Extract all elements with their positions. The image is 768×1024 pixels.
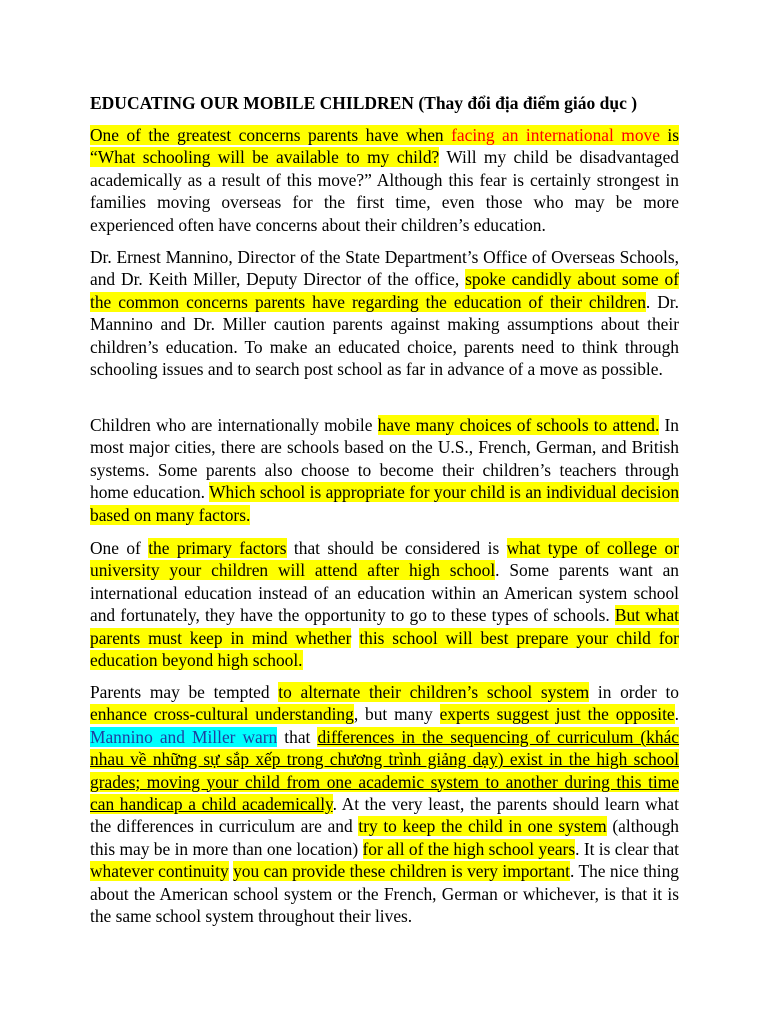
text-run: (although this may be in more than one location) (90, 816, 680, 859)
highlighted-text: whatever continuity (90, 861, 229, 882)
text-run: . (674, 704, 679, 725)
highlighted-text: the primary factors (148, 538, 287, 558)
highlighted-text: is “What schooling will be available to my child? (90, 125, 680, 168)
paragraph-4 (90, 537, 679, 671)
highlighted-text: spoke candidly about some of the common concerns parents have regarding the education of their children (90, 269, 679, 312)
text-run: that (277, 726, 318, 747)
text-run: Parents may be tempted (90, 682, 279, 702)
highlighted-text: this school will best prepare your child for education beyond high school. (90, 627, 679, 671)
highlighted-text: what type of college or university your children will attend after high school (90, 538, 680, 581)
text-run: . Some parents want an international education instead of an education within an American system school and fortunately, they have the opportunity to go to these types of schools. (90, 560, 679, 626)
highlighted-text: facing an international move (451, 125, 660, 145)
text-run: Dr. Ernest Mannino, Director of the State Department’s Office of Overseas Schools, and Dr. Keith Miller, Deputy Director of the office, (90, 247, 679, 290)
paragraph-3 (90, 414, 679, 526)
document-title: EDUCATING OUR MOBILE CHILDREN (Thay đổi địa điểm giáo dục ) (90, 93, 638, 113)
text-run: Will my child be disadvantaged academically as a result of this move?” Although this fear is certainly strongest in families moving overseas for the first time, even those who may be more experienced often have concerns about their children’s education. (90, 147, 679, 235)
highlighted-text: enhance cross-cultural understanding (90, 704, 354, 725)
text-run: One of (90, 538, 149, 558)
text-run: . The nice thing about the American school system or the French, German or whichever, is that it is the same school system throughout their lives. (90, 861, 679, 927)
text-run: . Dr. Mannino and Dr. Miller caution parents against making assumptions about their children’s education. To make an educated choice, parents need to think through schooling issues and to search post school as far in advance of a move as possible. (90, 291, 679, 380)
paragraph-1 (90, 124, 679, 236)
highlighted-text: experts suggest just the opposite (439, 704, 675, 725)
text-run: Children who are internationally mobile (90, 415, 378, 435)
text-run: . At the very least, the parents should learn what the differences in curriculum are and (90, 794, 679, 837)
highlighted-text: try to keep the child in one system (358, 816, 607, 837)
highlighted-text: One of the greatest concerns parents have when (90, 125, 452, 145)
paragraph-5 (90, 681, 679, 927)
highlighted-text: Which school is appropriate for your child is an individual decision based on many factors. (90, 482, 680, 525)
highlighted-text: differences in the sequencing of curriculum (khác nhau về những sự sắp xếp trong chương trình giảng dạy) exist in the high school grades; moving your child from one academic system to another during this time can handicap a child academically (90, 726, 680, 815)
highlighted-text: for all of the high school years (362, 838, 576, 859)
cited-names-highlight: Mannino and Miller warn (90, 726, 278, 747)
text-run: . It is clear that (575, 838, 679, 859)
text-run: that should be considered is (286, 538, 507, 558)
highlighted-text: to alternate their children’s school system (278, 682, 590, 702)
text-run: in order to (589, 682, 679, 702)
paragraph-2 (90, 246, 679, 380)
text-run: , but many (353, 704, 440, 725)
highlighted-text: have many choices of schools to attend. (377, 415, 660, 435)
text-run: In most major cities, there are schools based on the U.S., French, German, and British systems. Some parents also choose to become their children’s teachers through home education. (90, 415, 679, 503)
highlighted-text: you can provide these children is very important (233, 861, 571, 882)
highlighted-text: But what parents must keep in mind whether (90, 605, 679, 648)
